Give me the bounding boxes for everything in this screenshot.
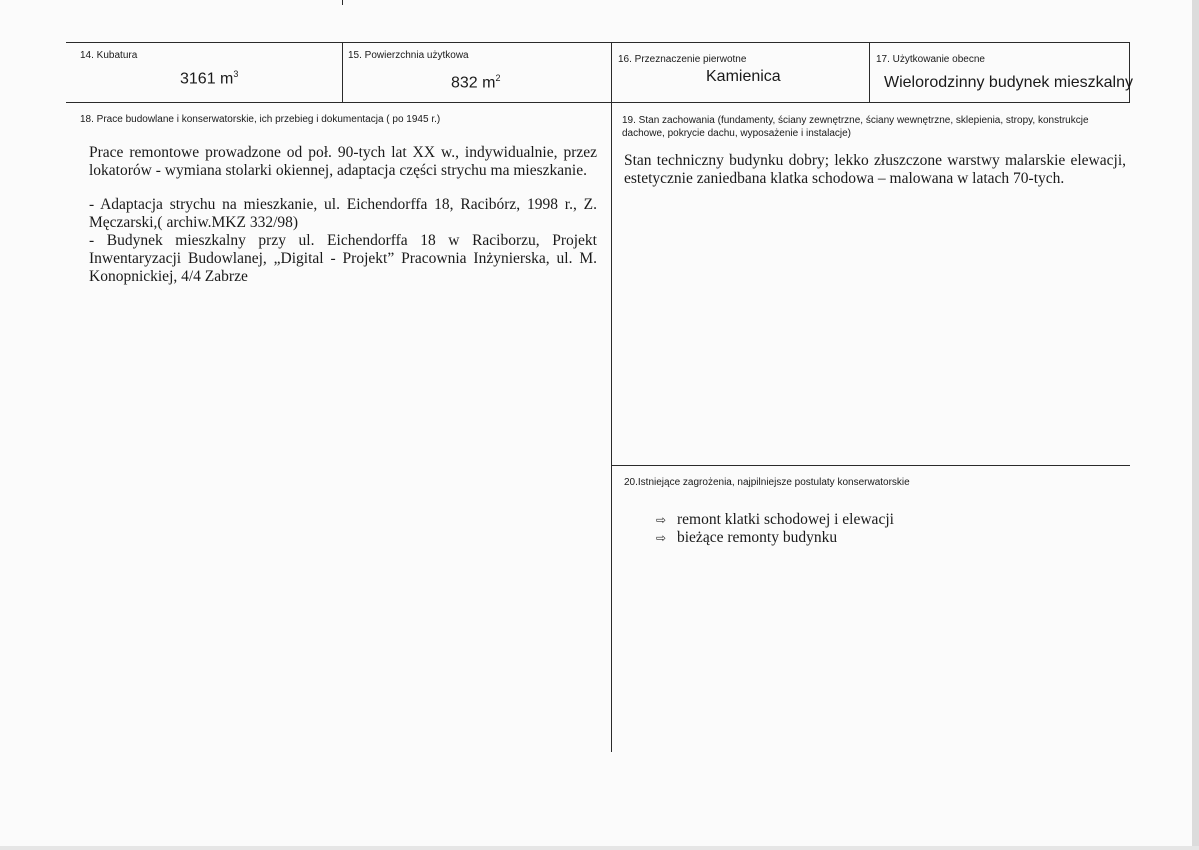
field16-label: 16. Przeznaczenie pierwotne bbox=[618, 54, 747, 65]
table-top-border bbox=[66, 42, 1130, 43]
field15-value-text: 832 m bbox=[451, 74, 496, 92]
field17-label: 17. Użytkowanie obecne bbox=[876, 54, 985, 65]
page-bottom-edge bbox=[0, 846, 1199, 850]
field14-label: 14. Kubatura bbox=[80, 50, 138, 61]
right-arrow-outline-icon: ⇨ bbox=[656, 513, 667, 527]
field19-text: Stan techniczny budynku dobry; lekko złuszczone warstwy malarskie elewacji, estetycznie zaniedbana klatka schodowa – malowana w latach 70-tych. bbox=[624, 152, 1126, 187]
field14-value bbox=[180, 69, 238, 88]
list-item bbox=[656, 529, 894, 547]
list-item-text: bieżące remonty budynku bbox=[677, 529, 838, 546]
field15-unit-sup: 2 bbox=[495, 73, 501, 83]
field15-label: 15. Powierzchnia użytkowa bbox=[348, 50, 469, 61]
field20-list bbox=[656, 511, 894, 547]
row20-top-border bbox=[612, 465, 1130, 466]
list-item bbox=[656, 511, 894, 529]
right-arrow-outline-icon: ⇨ bbox=[656, 531, 667, 545]
col16-17-divider bbox=[869, 42, 870, 102]
page-edge bbox=[1192, 0, 1199, 850]
field19-label: 19. Stan zachowania (fundamenty, ściany zewnętrzne, ściany wewnętrzne, sklepienia, stropy, konstrukcje dachowe, pokrycie dachu, wyposażenie i instalacje) bbox=[622, 115, 1089, 139]
top-tick-mark bbox=[342, 0, 343, 5]
field14-unit-sup: 3 bbox=[233, 69, 239, 79]
main-column-divider bbox=[611, 42, 612, 752]
field18-doc1: - Adaptacja strychu na mieszkanie, ul. Eichendorffa 18, Racibórz, 1998 r., Z. Męczarski,( archiw.MKZ 332/98) bbox=[89, 196, 597, 231]
field18-label: 18. Prace budowlane i konserwatorskie, ich przebieg i dokumentacja ( po 1945 r.) bbox=[80, 114, 441, 125]
field17-value: Wielorodzinny budynek mieszkalny bbox=[884, 74, 1133, 91]
field14-value-text: 3161 m bbox=[180, 70, 234, 88]
col14-15-divider bbox=[342, 42, 343, 102]
field20-label: 20.Istniejące zagrożenia, najpilniejsze postulaty konserwatorskie bbox=[624, 477, 910, 488]
field18-doc2: - Budynek mieszkalny przy ul. Eichendorffa 18 w Raciborzu, Projekt Inwentaryzacji Budowlanej, „Digital - Projekt” Pracownia Inżynierska, ul. M. Konopnickiej, 4/4 Zabrze bbox=[89, 232, 597, 285]
row1-bottom-border bbox=[66, 102, 1130, 103]
field18-paragraph: Prace remontowe prowadzone od poł. 90-tych lat XX w., indywidualnie, przez lokatorów - wymiana stolarki okiennej, adaptacja części strychu ma mieszkanie. bbox=[89, 144, 597, 179]
table-right-border bbox=[1129, 42, 1130, 102]
field15-value bbox=[451, 73, 500, 92]
field16-value: Kamienica bbox=[706, 68, 781, 85]
list-item-text: remont klatki schodowej i elewacji bbox=[677, 511, 894, 528]
